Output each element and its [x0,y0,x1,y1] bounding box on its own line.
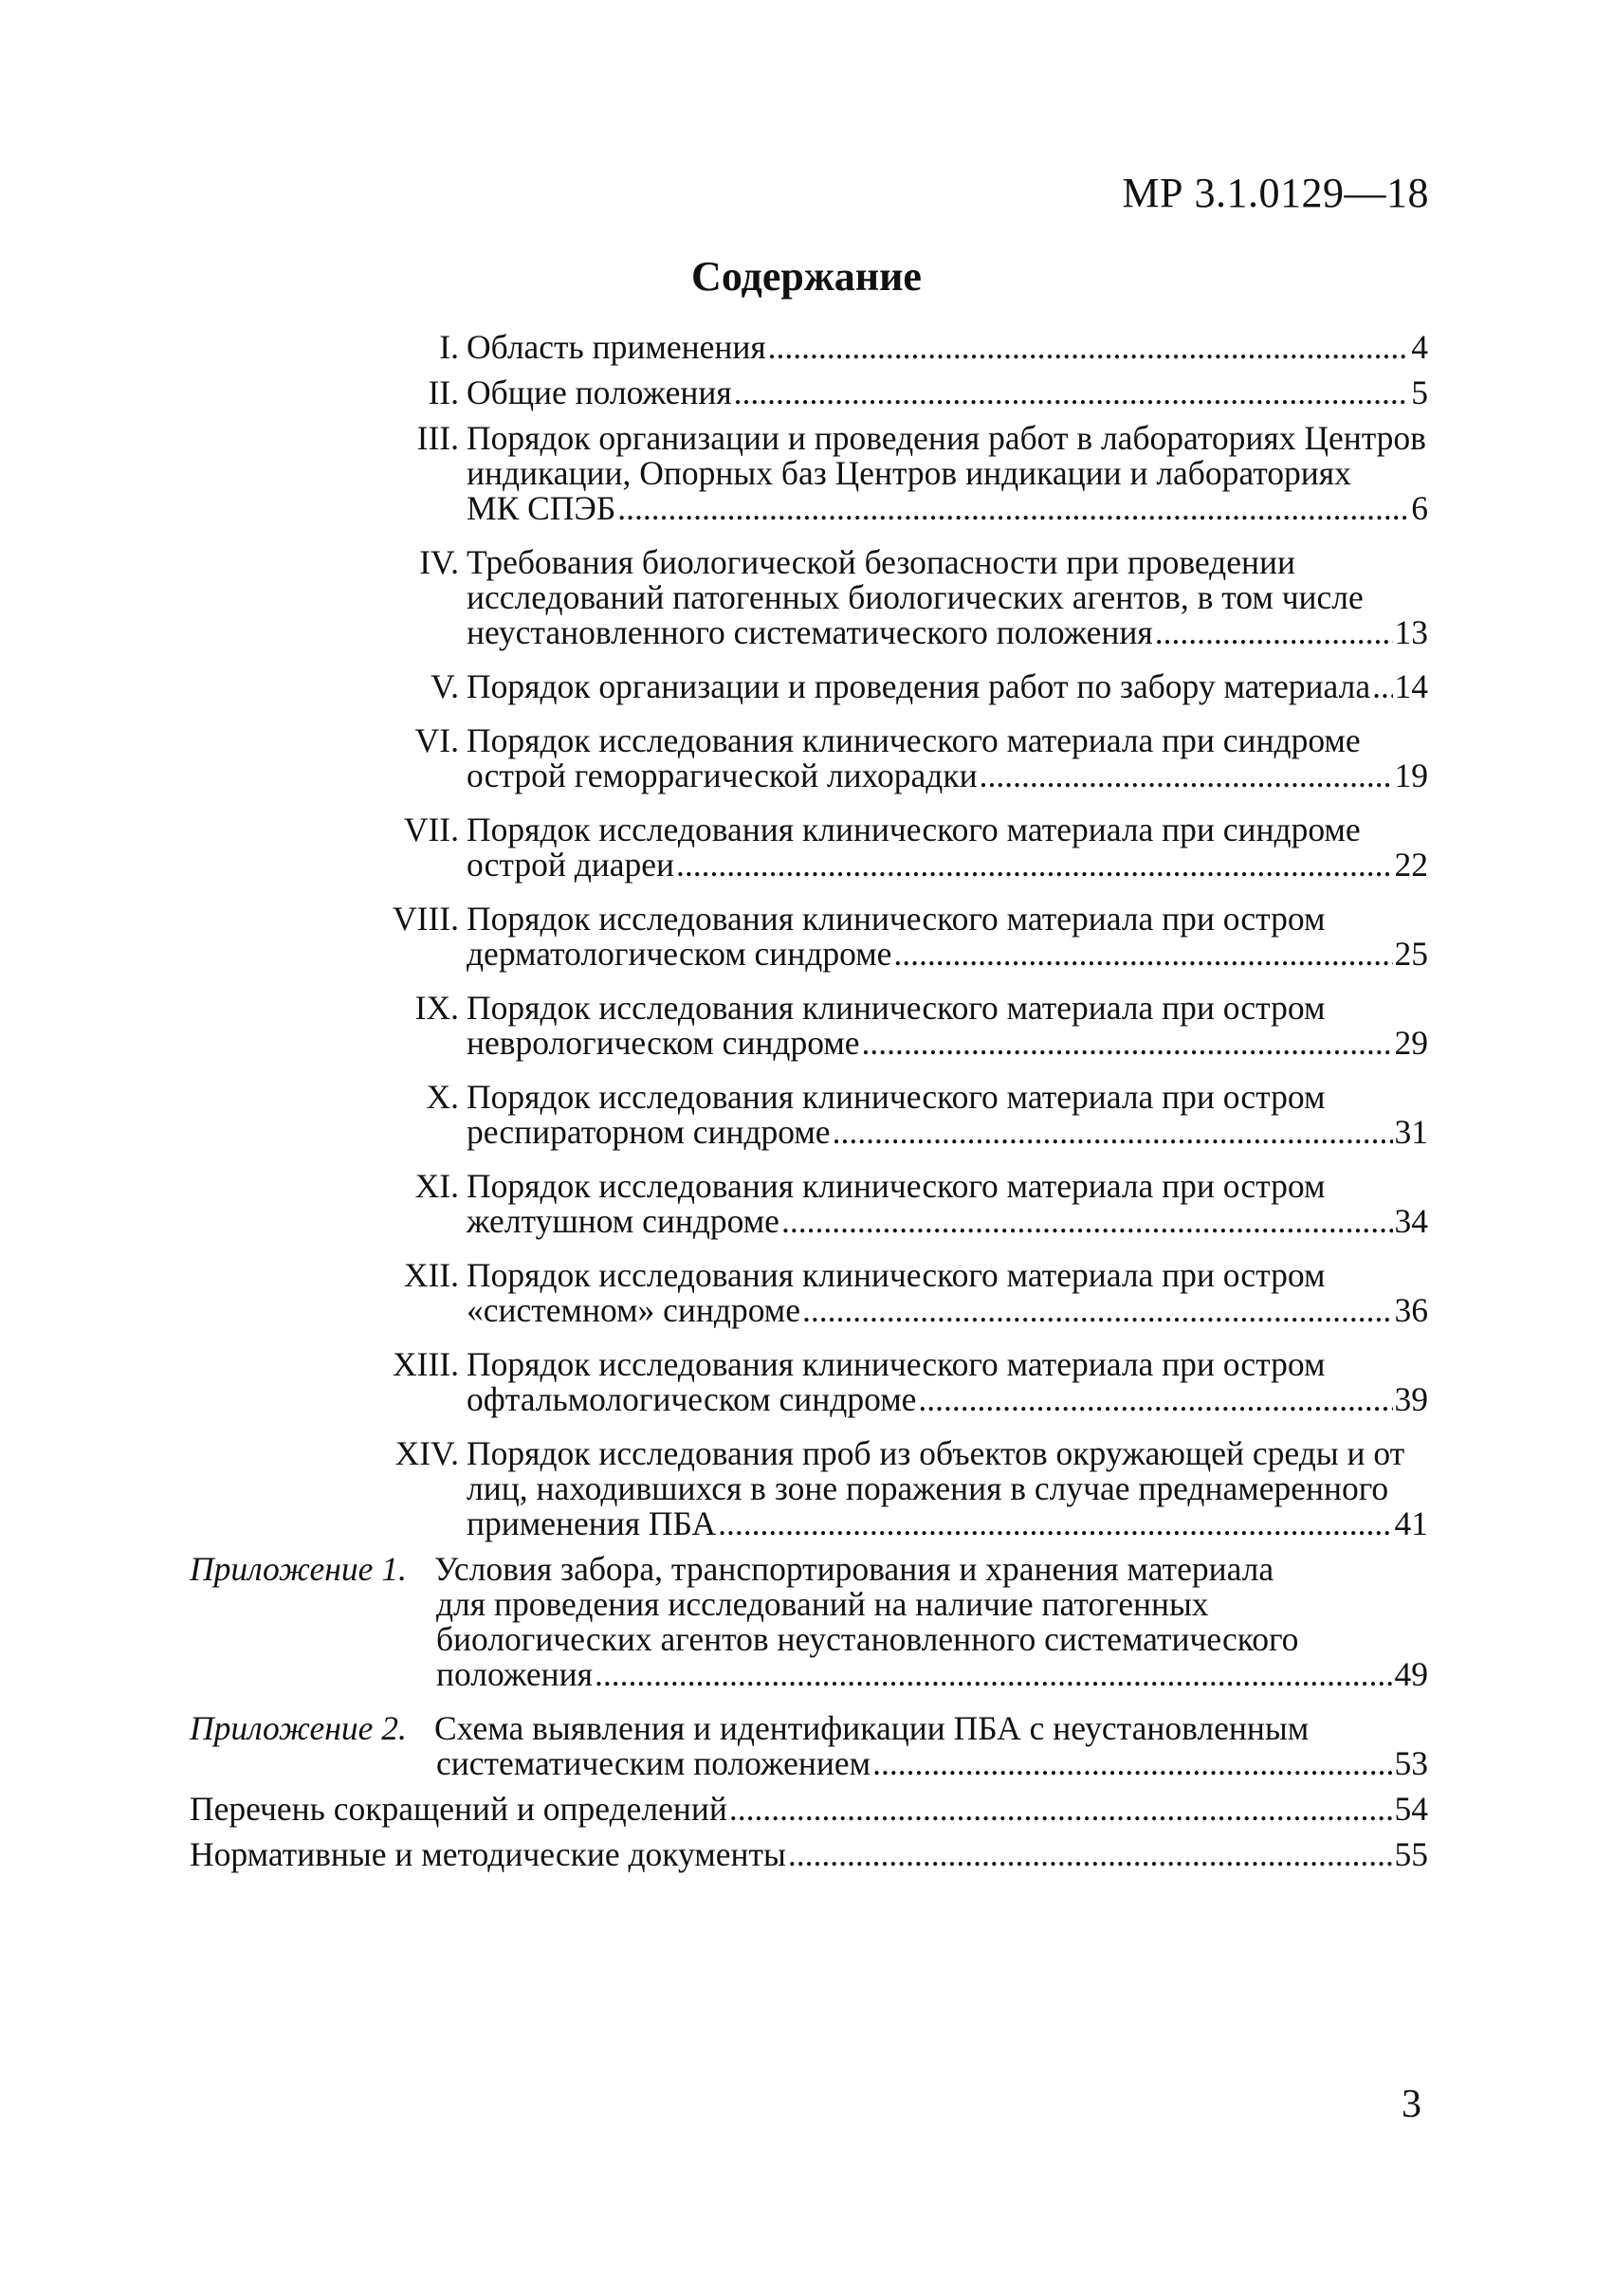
toc-entry-text: Порядок исследования клинического материала при остром [467,1078,1326,1116]
toc-appendix-entry[interactable] [190,1552,1428,1692]
toc-entry-text: респираторном синдроме [467,1113,831,1151]
dot-leader [1372,669,1392,704]
dot-leader [729,1792,1393,1827]
toc-entry[interactable] [190,421,1428,526]
toc-page-number: 25 [1394,935,1428,973]
toc-entry-text: для проведения исследований на наличие патогенных [436,1585,1209,1623]
toc-entry[interactable] [190,1792,1428,1827]
toc-entry[interactable] [190,902,1428,972]
toc-entry-text: Порядок исследования клинического материала при остром [467,1256,1326,1294]
toc-entry-number: VI. [414,721,459,759]
toc-entry[interactable] [190,1837,1428,1872]
toc-entry-number: V. [431,667,459,705]
toc-entry-text: неустановленного систематического положения [467,613,1153,651]
toc-entry-text: острой геморрагической лихорадки [467,756,978,794]
toc-entry-text: Порядок организации и проведения работ по забору материала [467,667,1371,705]
toc-page-number: 41 [1394,1504,1428,1542]
toc-entry-text: Порядок исследования проб из объектов окружающей среды и от [467,1434,1405,1472]
toc-entry-text: применения ПБА [467,1504,717,1542]
toc-entry[interactable] [190,812,1428,883]
dot-leader [595,1657,1392,1692]
toc-entry[interactable] [190,1169,1428,1239]
dot-leader [768,330,1410,365]
toc-entry-number: VII. [403,811,459,848]
dot-leader [1155,615,1393,650]
toc-page-number: 22 [1394,846,1428,884]
appendix-label: Приложение 2. [190,1709,407,1747]
toc-entry-text: положения [436,1655,594,1693]
toc-page-number: 39 [1394,1380,1428,1418]
table-of-contents [190,330,1428,1872]
toc-page-number: 31 [1394,1113,1428,1151]
toc-entry-text: Порядок исследования клинического материала при остром [467,1345,1326,1383]
toc-entry[interactable] [190,991,1428,1061]
toc-page-number: 29 [1394,1024,1428,1062]
toc-entry-number: XIV. [394,1434,459,1472]
dot-leader [893,937,1392,972]
toc-entry-text: дерматологическом синдроме [467,935,892,973]
toc-entry-text: систематическим положением [436,1744,871,1782]
toc-page-number: 4 [1411,328,1428,366]
toc-entry-text: Порядок исследования клинического материала при синдроме [467,721,1361,759]
toc-entry-text: лиц, находившихся в зоне поражения в случае преднамеренного [467,1469,1389,1507]
dot-leader [862,1026,1393,1061]
toc-entry-text: Схема выявления и идентификации ПБА с неустановленным [434,1709,1310,1747]
toc-entry-number: II. [428,374,459,411]
toc-entry-text: «системном» синдроме [467,1291,801,1329]
toc-entry-text: Нормативные и методические документы [190,1835,786,1873]
toc-page-number: 19 [1394,756,1428,794]
toc-page-number: 34 [1394,1202,1428,1240]
toc-entry[interactable] [190,1347,1428,1417]
toc-entry-number: XII. [403,1256,459,1294]
appendix-label: Приложение 1. [190,1550,407,1588]
toc-entry-text: Область применения [467,328,766,366]
dot-leader [676,847,1392,883]
toc-page-number: 55 [1394,1835,1428,1873]
toc-entry-text: индикации, Опорных баз Центров индикации и лабораториях [467,454,1351,492]
toc-entry[interactable] [190,669,1428,704]
toc-entry-text: биологических агентов неустановленного систематического [436,1620,1299,1658]
dot-leader [781,1204,1393,1239]
dot-leader [718,1506,1392,1541]
document-code: МР 3.1.0129—18 [1122,170,1429,216]
toc-entry-text: Порядок исследования клинического материала при остром [467,989,1326,1027]
page-title: Содержание [691,253,922,300]
dot-leader [833,1115,1393,1150]
toc-entry-number: X. [426,1078,459,1116]
toc-entry-text: Требования биологической безопасности при проведении [467,543,1295,581]
toc-entry-number: IV. [419,543,459,581]
toc-entry-number: III. [416,419,459,457]
toc-appendix-entry[interactable] [190,1711,1428,1781]
toc-entry-text: Перечень сокращений и определений [190,1790,727,1828]
toc-entry-text: Порядок исследования клинического материала при синдроме [467,811,1361,848]
page-number: 3 [1402,2083,1421,2126]
toc-entry-text: острой диареи [467,846,675,884]
toc-page-number: 14 [1394,667,1428,705]
toc-entry-number: XI. [414,1167,459,1205]
toc-page-number: 6 [1411,489,1428,527]
toc-entry[interactable] [190,1080,1428,1150]
toc-page-number: 49 [1394,1655,1428,1693]
toc-entry[interactable] [190,1436,1428,1541]
toc-page-number: 53 [1394,1744,1428,1782]
toc-entry-text: Условия забора, транспортирования и хранения материала [434,1550,1274,1588]
toc-entry-text: МК СПЭБ [467,489,616,527]
toc-entry-number: XIII. [393,1345,459,1383]
toc-entry-number: I. [439,328,459,366]
toc-entry-text: Порядок исследования клинического материала при остром [467,1167,1326,1205]
toc-entry-text: Порядок исследования клинического материала при остром [467,900,1326,938]
toc-page-number: 36 [1394,1291,1428,1329]
toc-entry-number: VIII. [393,900,459,938]
toc-entry-text: офтальмологическом синдроме [467,1380,917,1418]
toc-entry[interactable] [190,330,1428,365]
dot-leader [802,1293,1392,1328]
toc-entry-text: неврологическом синдроме [467,1024,860,1062]
toc-entry-text: исследований патогенных биологических агентов, в том числе [467,578,1364,616]
toc-entry[interactable] [190,545,1428,650]
toc-entry-text: Порядок организации и проведения работ в лабораториях Центров [467,419,1426,457]
dot-leader [734,375,1410,410]
dot-leader [980,758,1393,793]
toc-page-number: 54 [1394,1790,1428,1828]
toc-page-number: 5 [1411,374,1428,411]
toc-entry[interactable] [190,375,1428,410]
dot-leader [788,1837,1393,1872]
toc-entry[interactable] [190,1258,1428,1328]
toc-page-number: 13 [1394,613,1428,651]
dot-leader [918,1382,1392,1417]
toc-entry-text: Общие положения [467,374,732,411]
toc-entry[interactable] [190,723,1428,793]
dot-leader [617,491,1409,526]
dot-leader [872,1746,1392,1781]
toc-entry-text: желтушном синдроме [467,1202,779,1240]
toc-entry-number: IX. [414,989,459,1027]
